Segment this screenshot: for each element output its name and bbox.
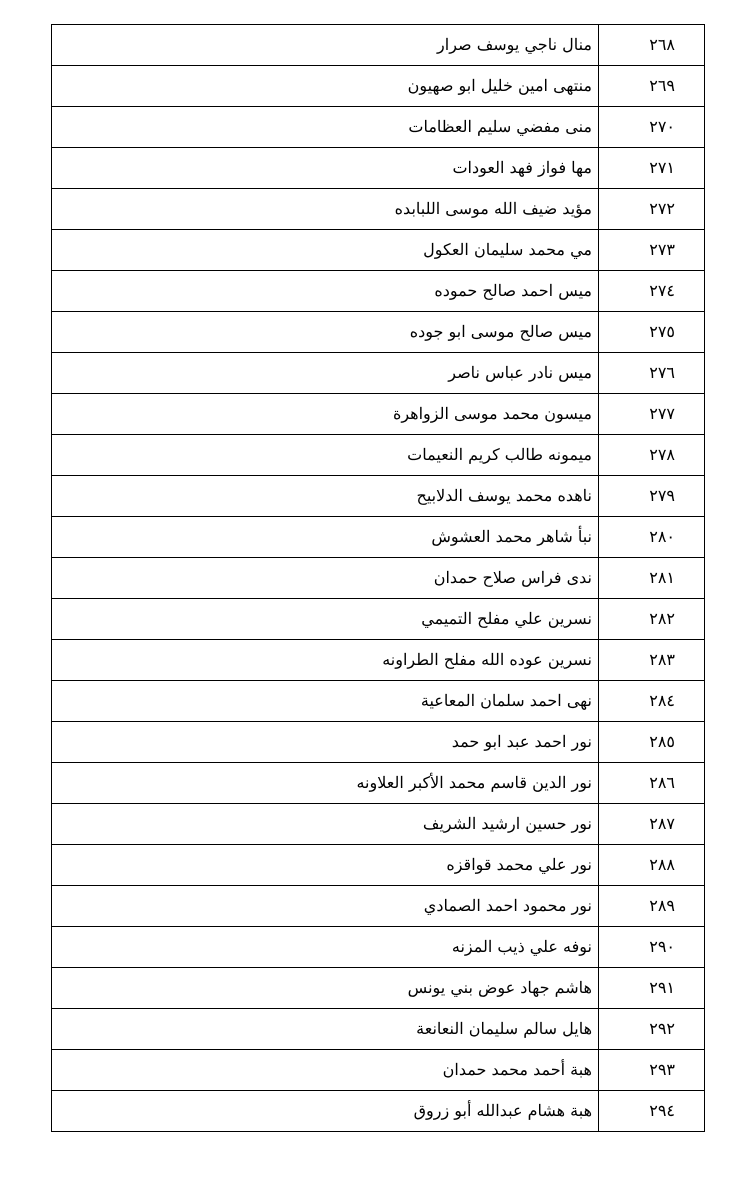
table-row [52,312,705,353]
row-number: ٢٩١ [599,968,705,1009]
table-row [52,148,705,189]
table-row [52,353,705,394]
row-name: نسرين علي مفلح التميمي [52,599,599,640]
row-name: منى مفضي سليم العظامات [52,107,599,148]
row-number: ٢٨٦ [599,763,705,804]
row-name: نوفه علي ذيب المزنه [52,927,599,968]
row-number: ٢٨٤ [599,681,705,722]
row-name: ميس احمد صالح حموده [52,271,599,312]
row-name: ميس نادر عباس ناصر [52,353,599,394]
table-row [52,66,705,107]
table-row [52,271,705,312]
row-name: هايل سالم سليمان النعانعة [52,1009,599,1050]
row-number: ٢٩٤ [599,1091,705,1132]
row-name: ميس صالح موسى ابو جوده [52,312,599,353]
row-name: ميمونه طالب كريم النعيمات [52,435,599,476]
table-row [52,804,705,845]
row-name: هاشم جهاد عوض بني يونس [52,968,599,1009]
row-name: نور الدين قاسم محمد الأكبر العلاونه [52,763,599,804]
table-row [52,927,705,968]
table-row [52,722,705,763]
row-number: ٢٦٨ [599,25,705,66]
row-name: منتهى امين خليل ابو صهيون [52,66,599,107]
row-number: ٢٨٠ [599,517,705,558]
row-name: نور حسين ارشيد الشريف [52,804,599,845]
table-row [52,394,705,435]
table-row [52,1050,705,1091]
table-row [52,107,705,148]
row-name: ندى فراس صلاح حمدان [52,558,599,599]
table-row [52,558,705,599]
row-number: ٢٨٥ [599,722,705,763]
row-name: مي محمد سليمان العكول [52,230,599,271]
row-name: نسرين عوده الله مفلح الطراونه [52,640,599,681]
row-number: ٢٩٠ [599,927,705,968]
table-row [52,230,705,271]
row-name: ناهده محمد يوسف الدلابيح [52,476,599,517]
table-row [52,189,705,230]
row-name: ميسون محمد موسى الزواهرة [52,394,599,435]
row-number: ٢٧١ [599,148,705,189]
row-name: نور احمد عبد ابو حمد [52,722,599,763]
row-name: نبأ شاهر محمد العشوش [52,517,599,558]
table-row [52,599,705,640]
names-table [51,24,705,1132]
row-name: مؤيد ضيف الله موسى اللبابده [52,189,599,230]
table-row [52,1091,705,1132]
table-row [52,968,705,1009]
table-row [52,1009,705,1050]
row-number: ٢٨٢ [599,599,705,640]
row-number: ٢٨٩ [599,886,705,927]
row-number: ٢٧٣ [599,230,705,271]
row-number: ٢٩٣ [599,1050,705,1091]
row-name: نور علي محمد قواقزه [52,845,599,886]
table-row [52,681,705,722]
row-number: ٢٧٥ [599,312,705,353]
table-row [52,845,705,886]
row-name: نور محمود احمد الصمادي [52,886,599,927]
row-name: منال ناجي يوسف صرار [52,25,599,66]
row-number: ٢٩٢ [599,1009,705,1050]
row-name: نهى احمد سلمان المعاعية [52,681,599,722]
row-number: ٢٧٠ [599,107,705,148]
row-number: ٢٧٧ [599,394,705,435]
table-row [52,763,705,804]
row-name: مها فواز فهد العودات [52,148,599,189]
row-number: ٢٧٦ [599,353,705,394]
table-row [52,25,705,66]
row-name: هبة هشام عبدالله أبو زروق [52,1091,599,1132]
row-name: هبة أحمد محمد حمدان [52,1050,599,1091]
table-row [52,886,705,927]
table-row [52,517,705,558]
row-number: ٢٨٨ [599,845,705,886]
row-number: ٢٧٩ [599,476,705,517]
table-row [52,435,705,476]
table-body [52,25,705,1132]
row-number: ٢٧٢ [599,189,705,230]
row-number: ٢٨١ [599,558,705,599]
row-number: ٢٦٩ [599,66,705,107]
row-number: ٢٨٧ [599,804,705,845]
table-row [52,640,705,681]
row-number: ٢٨٣ [599,640,705,681]
row-number: ٢٧٨ [599,435,705,476]
table-row [52,476,705,517]
row-number: ٢٧٤ [599,271,705,312]
